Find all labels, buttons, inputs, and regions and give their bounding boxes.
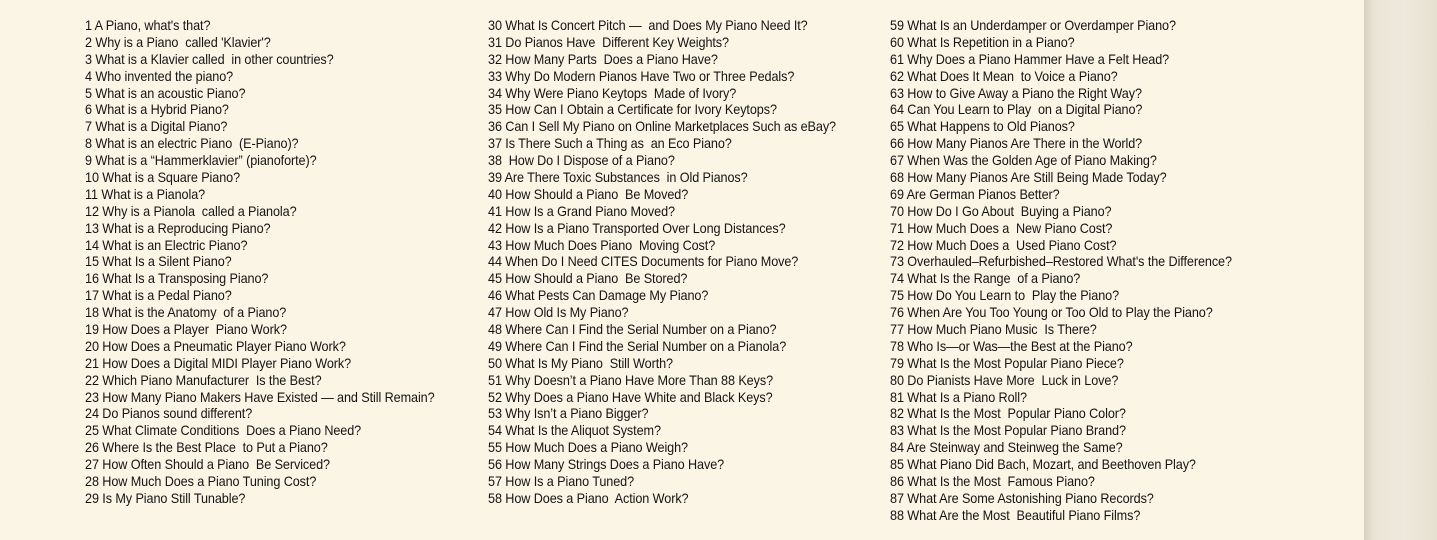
toc-entry: 34 Why Were Piano Keytops Made of Ivory? <box>488 85 737 101</box>
toc-entry: 29 Is My Piano Still Tunable? <box>85 490 246 506</box>
toc-entry: 24 Do Pianos sound different? <box>85 406 253 422</box>
toc-entry: 12 Why is a Pianola called a Pianola? <box>85 203 297 219</box>
toc-entry: 13 What is a Reproducing Piano? <box>85 220 271 236</box>
toc-entry: 16 What Is a Transposing Piano? <box>85 271 269 287</box>
toc-entry: 7 What is a Digital Piano? <box>85 119 228 135</box>
toc-entry: 32 How Many Parts Does a Piano Have? <box>488 51 718 67</box>
toc-entry: 61 Why Does a Piano Hammer Have a Felt Head? <box>890 51 1170 67</box>
toc-entry: 69 Are German Pianos Better? <box>890 186 1060 202</box>
toc-entry: 17 What is a Pedal Piano? <box>85 288 232 304</box>
toc-entry: 65 What Happens to Old Pianos? <box>890 119 1075 135</box>
toc-entry: 1 A Piano, what's that? <box>85 18 211 33</box>
toc-entry: 83 What Is the Most Popular Piano Brand? <box>890 423 1126 439</box>
toc-entry: 15 What Is a Silent Piano? <box>85 254 232 270</box>
toc-entry: 8 What is an electric Piano (E-Piano)? <box>85 136 299 152</box>
toc-entry: 63 How to Give Away a Piano the Right Way? <box>890 85 1142 101</box>
toc-column-3 <box>890 18 1258 525</box>
toc-entry: 70 How Do I Go About Buying a Piano? <box>890 203 1112 219</box>
toc-entry: 74 What Is the Range of a Piano? <box>890 271 1081 287</box>
toc-entry: 48 Where Can I Find the Serial Number on a Piano? <box>488 322 777 338</box>
toc-entry: 64 Can You Learn to Play on a Digital Piano? <box>890 102 1143 118</box>
toc-entry: 2 Why is a Piano called 'Klavier'? <box>85 34 271 50</box>
toc-entry: 30 What Is Concert Pitch — and Does My Piano Need It? <box>488 18 808 33</box>
toc-entry: 86 What Is the Most Famous Piano? <box>890 474 1095 490</box>
toc-entry: 35 How Can I Obtain a Certificate for Ivory Keytops? <box>488 102 777 118</box>
page-edge <box>1364 0 1437 540</box>
toc-entry: 60 What Is Repetition in a Piano? <box>890 34 1075 50</box>
toc-entry: 62 What Does It Mean to Voice a Piano? <box>890 68 1118 84</box>
toc-entry: 46 What Pests Can Damage My Piano? <box>488 288 709 304</box>
toc-entry: 71 How Much Does a New Piano Cost? <box>890 220 1113 236</box>
toc-entry: 81 What Is a Piano Roll? <box>890 389 1027 405</box>
toc-entry: 50 What Is My Piano Still Worth? <box>488 355 673 371</box>
toc-entry: 42 How Is a Piano Transported Over Long Distances? <box>488 220 786 236</box>
toc-entry: 84 Are Steinway and Steinweg the Same? <box>890 440 1123 456</box>
toc-entry: 5 What is an acoustic Piano? <box>85 85 246 101</box>
toc-entry: 77 How Much Piano Music Is There? <box>890 322 1097 338</box>
toc-entry: 28 How Much Does a Piano Tuning Cost? <box>85 474 317 490</box>
toc-entry: 68 How Many Pianos Are Still Being Made Today? <box>890 170 1167 186</box>
toc-entry: 9 What is a “Hammerklavier” (pianoforte)? <box>85 153 317 169</box>
toc-entry: 38 How Do I Dispose of a Piano? <box>488 153 675 169</box>
toc-entry: 43 How Much Does Piano Moving Cost? <box>488 237 716 253</box>
toc-entry: 49 Where Can I Find the Serial Number on a Pianola? <box>488 338 787 354</box>
toc-entry: 76 When Are You Too Young or Too Old to Play the Piano? <box>890 305 1213 321</box>
toc-entry: 66 How Many Pianos Are There in the World? <box>890 136 1143 152</box>
toc-entry: 72 How Much Does a Used Piano Cost? <box>890 237 1117 253</box>
toc-entry: 19 How Does a Player Piano Work? <box>85 322 287 338</box>
toc-entry: 51 Why Doesn’t a Piano Have More Than 88 Keys? <box>488 372 774 388</box>
toc-entry: 14 What is an Electric Piano? <box>85 237 248 253</box>
toc-column-1 <box>85 18 461 508</box>
toc-entry: 57 How Is a Piano Tuned? <box>488 474 635 490</box>
toc-entry: 73 Overhauled–Refurbished–Restored What's the Difference? <box>890 254 1232 270</box>
toc-entry: 85 What Piano Did Bach, Mozart, and Beethoven Play? <box>890 457 1196 473</box>
toc-entry: 45 How Should a Piano Be Stored? <box>488 271 688 287</box>
toc-entry: 47 How Old Is My Piano? <box>488 305 629 321</box>
toc-entry: 82 What Is the Most Popular Piano Color? <box>890 406 1126 422</box>
toc-entry: 55 How Much Does a Piano Weigh? <box>488 440 688 456</box>
toc-entry: 20 How Does a Pneumatic Player Piano Work? <box>85 338 346 354</box>
toc-entry: 26 Where Is the Best Place to Put a Piano? <box>85 440 328 456</box>
toc-entry: 58 How Does a Piano Action Work? <box>488 490 689 506</box>
toc-entry: 36 Can I Sell My Piano on Online Marketplaces Such as eBay? <box>488 119 836 135</box>
toc-entry: 54 What Is the Aliquot System? <box>488 423 661 439</box>
toc-entry: 80 Do Pianists Have More Luck in Love? <box>890 372 1119 388</box>
toc-entry: 79 What Is the Most Popular Piano Piece? <box>890 355 1124 371</box>
toc-entry: 59 What Is an Underdamper or Overdamper Piano? <box>890 18 1176 33</box>
toc-entry: 23 How Many Piano Makers Have Existed — and Still Remain? <box>85 389 435 405</box>
toc-entry: 52 Why Does a Piano Have White and Black Keys? <box>488 389 773 405</box>
toc-column-2 <box>488 18 862 508</box>
toc-entry: 21 How Does a Digital MIDI Player Piano Work? <box>85 355 352 371</box>
toc-entry: 25 What Climate Conditions Does a Piano Need? <box>85 423 362 439</box>
toc-entry: 41 How Is a Grand Piano Moved? <box>488 203 675 219</box>
toc-entry: 78 Who Is—or Was—the Best at the Piano? <box>890 338 1133 354</box>
toc-entry: 67 When Was the Golden Age of Piano Making? <box>890 153 1157 169</box>
toc-entry: 3 What is a Klavier called in other countries? <box>85 51 334 67</box>
toc-entry: 56 How Many Strings Does a Piano Have? <box>488 457 725 473</box>
toc-entry: 39 Are There Toxic Substances in Old Pianos? <box>488 170 748 186</box>
toc-entry: 44 When Do I Need CITES Documents for Piano Move? <box>488 254 799 270</box>
toc-entry: 87 What Are Some Astonishing Piano Records? <box>890 490 1154 506</box>
toc-entry: 31 Do Pianos Have Different Key Weights? <box>488 34 729 50</box>
toc-entry: 11 What is a Pianola? <box>85 186 206 202</box>
toc-entry: 10 What is a Square Piano? <box>85 170 241 186</box>
toc-entry: 53 Why Isn’t a Piano Bigger? <box>488 406 649 422</box>
toc-entry: 37 Is There Such a Thing as an Eco Piano? <box>488 136 732 152</box>
toc-entry: 75 How Do You Learn to Play the Piano? <box>890 288 1120 304</box>
toc-entry: 88 What Are the Most Beautiful Piano Films? <box>890 507 1141 523</box>
toc-entry: 6 What is a Hybrid Piano? <box>85 102 229 118</box>
toc-entry: 27 How Often Should a Piano Be Serviced? <box>85 457 330 473</box>
toc-entry: 33 Why Do Modern Pianos Have Two or Three Pedals? <box>488 68 795 84</box>
toc-entry: 18 What is the Anatomy of a Piano? <box>85 305 287 321</box>
toc-entry: 4 Who invented the piano? <box>85 68 234 84</box>
toc-entry: 22 Which Piano Manufacturer Is the Best? <box>85 372 322 388</box>
toc-entry: 40 How Should a Piano Be Moved? <box>488 186 689 202</box>
